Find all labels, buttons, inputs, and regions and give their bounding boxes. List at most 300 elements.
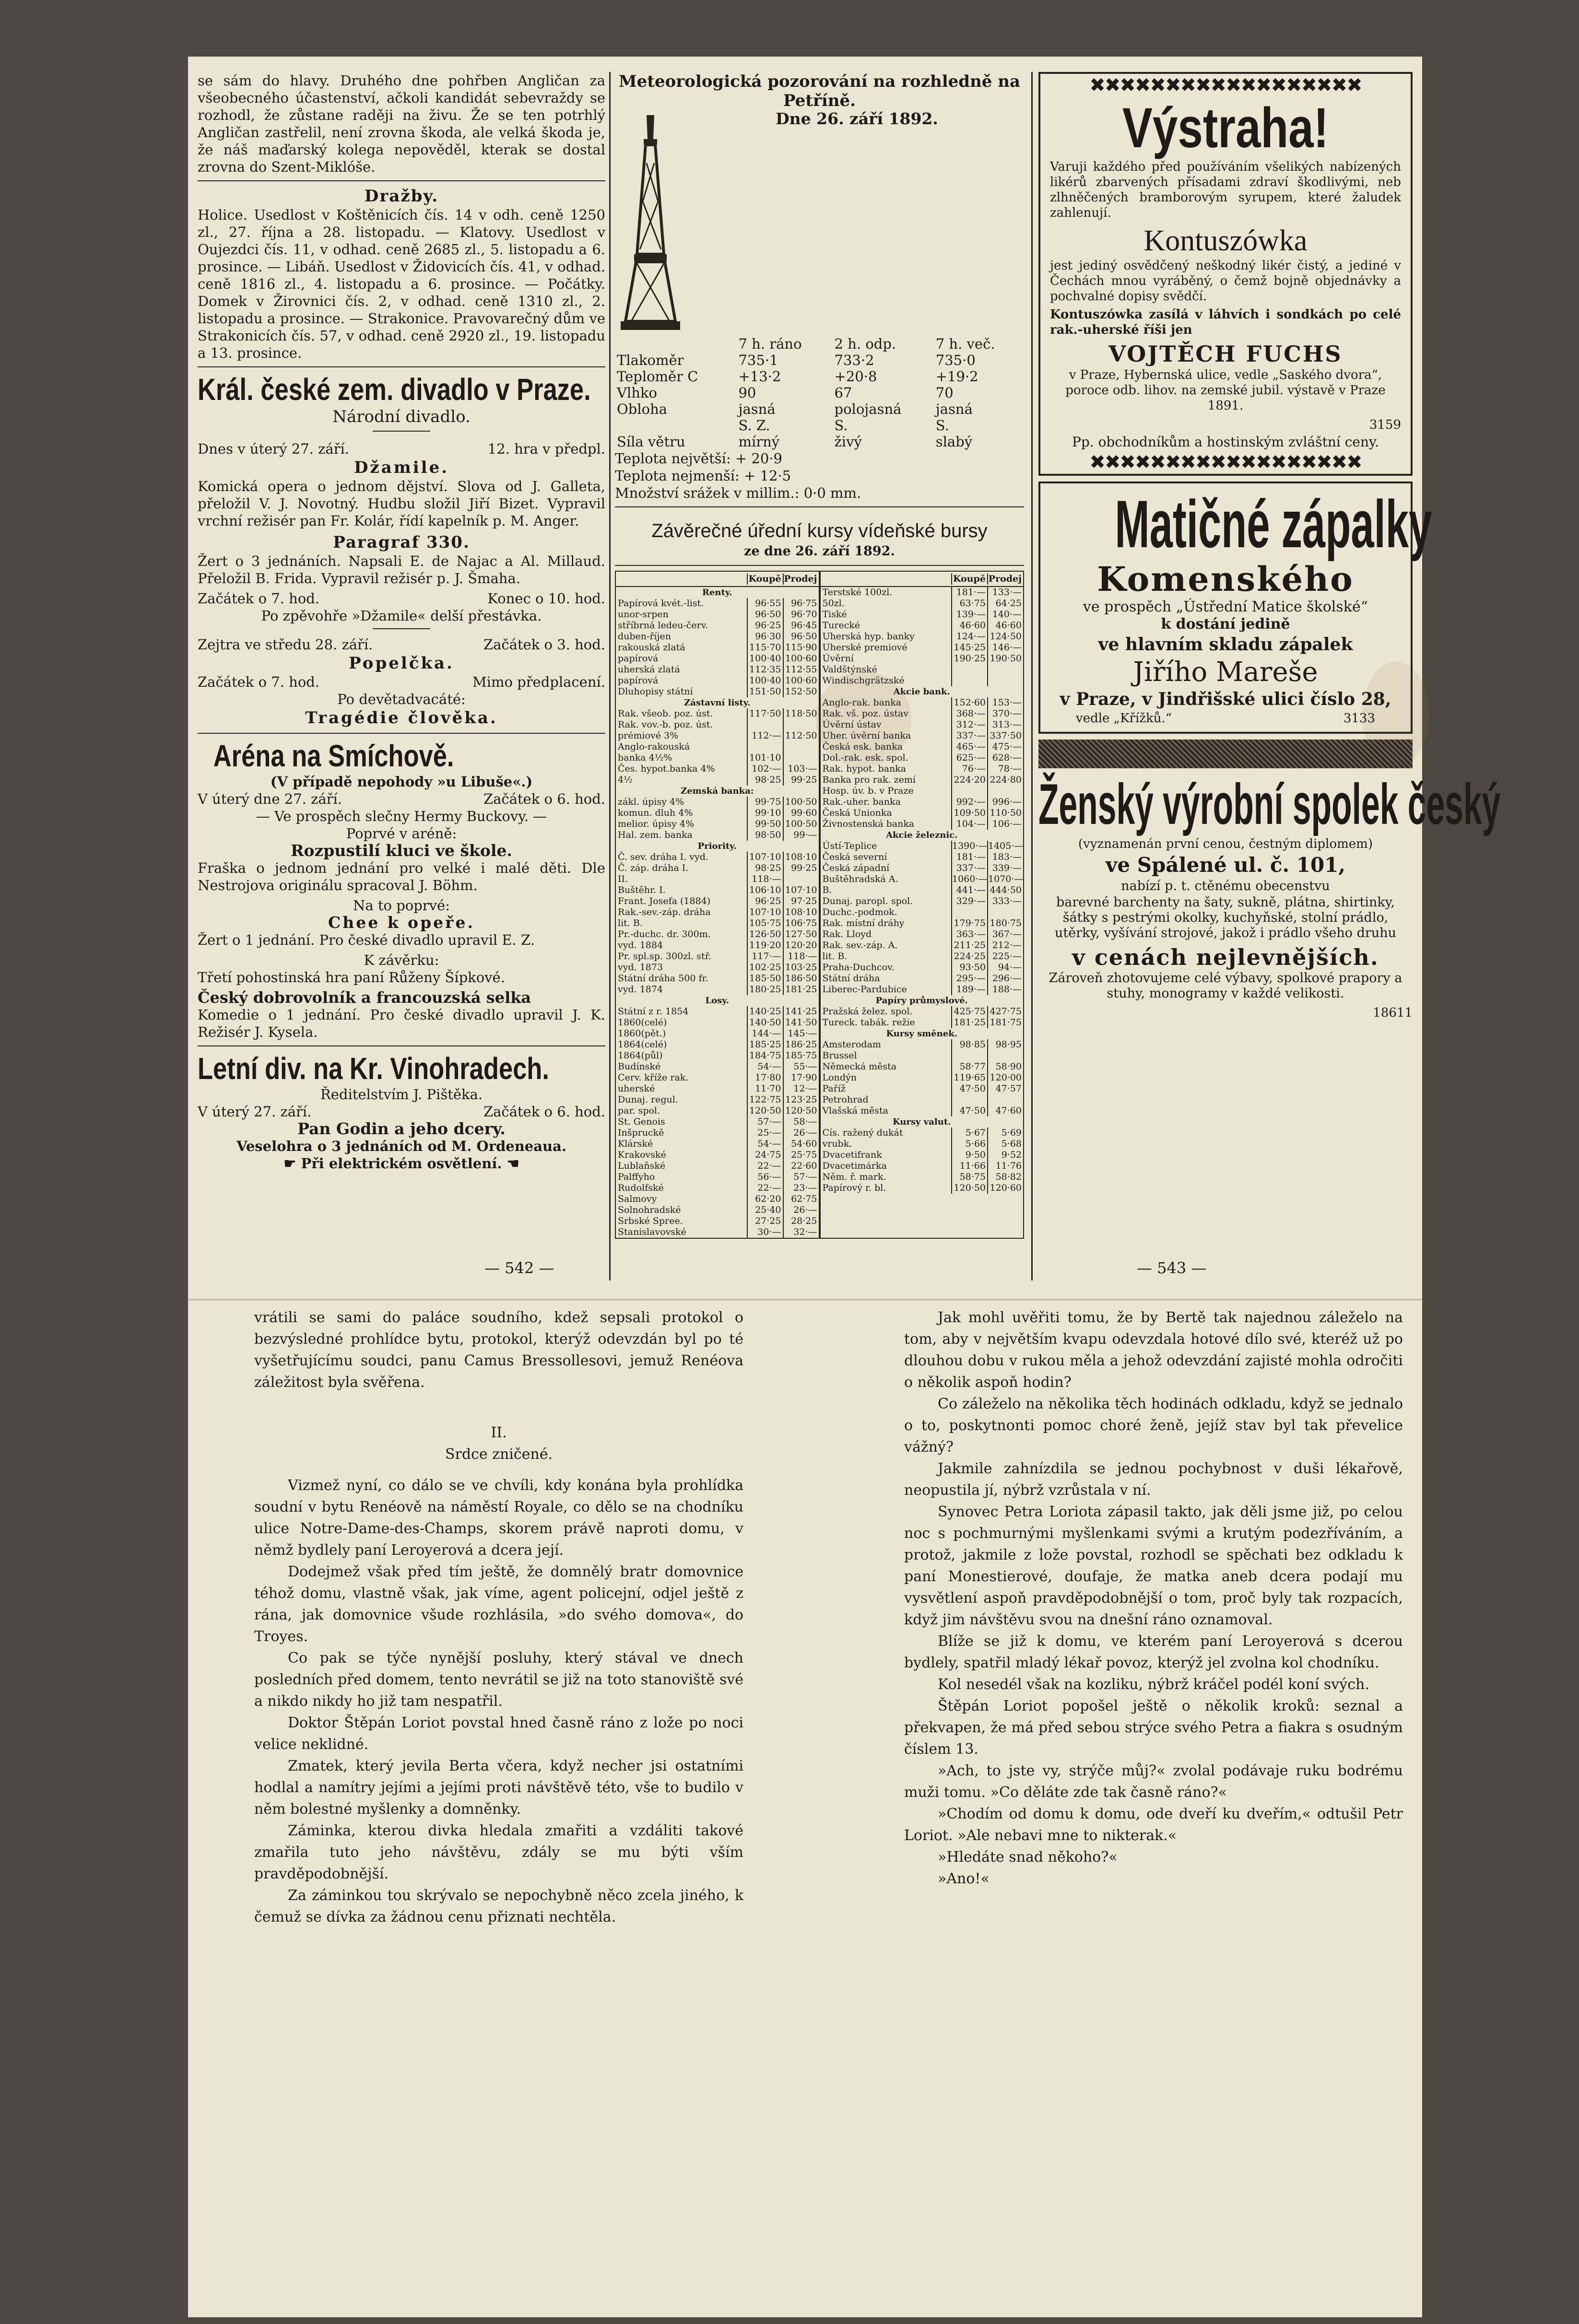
bursy-sell: 11·76 (987, 1161, 1023, 1172)
paragraph: Doktor Štěpán Loriot povstal hned časně ráno z lože po noci velice neklidné. (254, 1714, 743, 1753)
bursy-section-title: Kursy valut. (893, 1117, 951, 1127)
bursy-row (821, 1105, 1024, 1116)
bursy-row (616, 775, 819, 786)
theatre-subheading: Národní divadlo. (332, 407, 471, 426)
ad-number: 3159 (1369, 418, 1401, 432)
met-row (615, 401, 1024, 417)
bursy-buy: 337·— (951, 730, 987, 741)
bursy-row (616, 863, 819, 874)
bursy-row (616, 1183, 819, 1194)
bursy-row (821, 918, 1024, 929)
bursy-buy: 99·10 (747, 808, 783, 819)
bursy-sell (987, 1050, 1023, 1061)
bursy-security: St. Genois (618, 1116, 665, 1127)
bursy-security: Státní dráha (822, 973, 880, 984)
bursy-buy: 54·— (747, 1061, 783, 1072)
zensky-address: ve Spálené ul. č. 101, (1105, 853, 1346, 877)
bursy-sell: 98·95 (987, 1039, 1023, 1050)
met-value: slabý (935, 434, 973, 450)
bursy-sell: 55·— (783, 1061, 819, 1072)
ad-number: 18611 (1373, 1006, 1413, 1020)
bursy-buy: 107·10 (747, 907, 783, 918)
bursy-sell: 123·25 (783, 1094, 819, 1105)
bursy-buy: 47·50 (951, 1083, 987, 1094)
bursy-row (616, 907, 819, 918)
bursy-security: Salmovy (618, 1194, 657, 1204)
bursy-security: Anglo-rak. banka (822, 697, 902, 708)
bursy-security: Dvacetimárka (822, 1161, 887, 1171)
bursy-buy: 99·75 (747, 797, 783, 808)
bursy-row (616, 819, 819, 830)
bursy-row (616, 653, 819, 664)
bursy-row (616, 708, 819, 719)
met-value: mírný (738, 434, 780, 450)
bursy-sell (783, 874, 819, 885)
bursy-buy: 47·50 (951, 1105, 987, 1116)
bursy-sell (783, 752, 819, 763)
met-label: Teploměr C (617, 368, 698, 385)
bursy-buy: 98·25 (747, 863, 783, 874)
bursy-security: Brussel (822, 1050, 857, 1061)
bursy-section-title: Kursy směnek. (886, 1029, 958, 1039)
bursy-row (821, 863, 1024, 874)
bursy-buy: 140·25 (747, 1006, 783, 1017)
bursy-security: Pr.-duchc. dr. 300m. (618, 929, 711, 939)
bursy-buy: 100·40 (747, 675, 783, 686)
column-rule (609, 72, 611, 1280)
bursy-buy: 181·— (951, 852, 987, 863)
paragraph: Co záleželo na několika těch hodinách odkladu, když se jednalo o to, poskytnonti pomoc choré ženě, jejíž stav byl tak převelice vážný? (904, 1396, 1403, 1455)
bursy-buy: 224·20 (951, 775, 987, 786)
bursy-row (616, 620, 819, 631)
met-table (615, 336, 1024, 450)
bursy-sell: 94·— (987, 962, 1023, 973)
bursy-sell: 190·50 (987, 653, 1023, 664)
bursy-row (616, 686, 819, 697)
bursy-sell: 444·50 (987, 885, 1023, 896)
bursy-row (616, 808, 819, 819)
bursy-sell: 106·75 (783, 918, 819, 929)
bursy-row (616, 1072, 819, 1083)
start-time: Začátek o 7. hod. (198, 590, 320, 607)
bursy-security: Rak. místní dráhy (822, 918, 905, 928)
bursy-sell: 96·75 (783, 598, 819, 609)
bursy-sell: 367·— (987, 929, 1023, 940)
bursy-sell: 78·— (987, 763, 1023, 775)
bursy-buy: 25·— (747, 1127, 783, 1139)
bursy-security: Budínské (618, 1061, 661, 1072)
divider (615, 565, 1024, 566)
bursy-security: Papírová kvét.-list. (618, 598, 704, 609)
vystraha-ad (1038, 72, 1413, 476)
bursy-security: zákl. úpisy 4% (618, 797, 684, 807)
bursy-security: 1860(pět.) (618, 1028, 666, 1039)
bursy-security: Inšpruckě (618, 1127, 664, 1138)
bursy-row (616, 642, 819, 653)
divider (198, 733, 605, 734)
bursy-row (616, 1127, 819, 1139)
bursy-security: Rak. sev.-záp. A. (822, 940, 898, 951)
column-rule (1031, 72, 1033, 1280)
bursy-security: Praha-Duchcov. (822, 962, 895, 973)
zensky-heading: Ženský výrobní spolek český (1038, 772, 1501, 836)
met-label: Tlakoměr (617, 352, 684, 368)
bursy-security: Česká Unionka (822, 808, 892, 818)
bursy-security: Londýn (822, 1072, 857, 1083)
play-title: Pan Godin a jeho dcery. (297, 1119, 506, 1138)
bursy-row (821, 885, 1024, 896)
matice-sub: ve prospěch „Ústřední Matice školské“ (1083, 599, 1368, 615)
lower-left-text (254, 1307, 743, 2304)
bursy-row (616, 609, 819, 620)
bursy-buy: 98·50 (747, 830, 783, 841)
bursy-security: Dunaj. paropl. spol. (822, 896, 913, 906)
bursy-row (821, 1039, 1024, 1050)
bursy-row (821, 609, 1024, 620)
bursy-row (821, 940, 1024, 951)
bursy-sell: 185·75 (783, 1050, 819, 1061)
bursy-security: papírová (618, 675, 659, 686)
fuchs-address: v Praze, Hybernská ulice, vedle „Saského dvora“, poroce odb. lihov. na zemské jubil. výstavě v Praze 1891. (1065, 368, 1386, 413)
col-header-sell: Prodej (783, 574, 819, 585)
bursy-buy (951, 664, 987, 675)
bursy-row (821, 752, 1024, 763)
bursy-header (616, 572, 819, 587)
bursy-sell: 108·10 (783, 907, 819, 918)
bursy-section-title: Zemská banka: (681, 786, 754, 796)
bursy-row (821, 808, 1024, 819)
bursy-sell: 106·— (987, 819, 1023, 830)
met-col-header: 7 h. ráno (738, 336, 802, 352)
kontus-heading: Kontuszówka (1143, 224, 1308, 257)
bursy-buy: 185·50 (747, 973, 783, 984)
met-value: S. Z. (738, 417, 770, 434)
bursy-buy: 58·75 (951, 1172, 987, 1183)
bursy-security: Krakovské (618, 1150, 666, 1160)
bursy-row (821, 929, 1024, 940)
bursy-row (821, 741, 1024, 752)
bursy-sell: 153·— (987, 697, 1023, 708)
bursy-buy (951, 907, 987, 918)
bursy-sell: 47·57 (987, 1083, 1023, 1094)
bursy-buy: 30·— (747, 1227, 783, 1238)
bursy-buy: 124·— (951, 631, 987, 642)
bursy-buy: 368·— (951, 708, 987, 719)
bursy-sell: 100·60 (783, 675, 819, 686)
komenskeho-heading: Komenského (1097, 559, 1354, 599)
bursy-buy: 145·25 (951, 642, 987, 653)
bursy-sell: 120·50 (783, 1105, 819, 1116)
bursy-section-title: Papíry průmyslové. (875, 996, 968, 1006)
divider (198, 180, 605, 181)
bursy-security: Frant. Josefa (1884) (618, 896, 711, 906)
bursy-buy: 9·50 (951, 1150, 987, 1161)
auctions-text: Holice. Usedlost v Koštěnicích čís. 14 v odh. ceně 1250 zl., 27. října a 28. listopadu. — Klatovy. Usedlost v Oujezdci čís. 11, v odhad. ceně 2685 zl., 5. listopadu a 6. prosince. — Libáň. Usedlost v Židovicích čís. 41, v odhad. ceně 1816 zl., 4. listopadu a 6. prosince. — Počátky. Domek v Žirovnici čís. 2, v odhad. ceně 1310 zl., 2. listopadu a prosince. — Strakonice. Pravovarečný dům ve Strakonicích čís. 57, v odhad. ceně 2920 zl., 19. listopadu a 13. prosince. (198, 207, 605, 361)
bursy-security: Česká západní (822, 863, 890, 873)
play-desc: Žert o 3 jednáních. Napsali E. de Najac a Al. Millaud. Přeložil B. Frida. Vypravil režisér p. J. Šmaha. (198, 553, 605, 587)
bursy-sell: 100·50 (783, 819, 819, 830)
bursy-header (821, 572, 1024, 587)
bursy-sell: 120·20 (783, 940, 819, 951)
bursy-row (616, 1094, 819, 1105)
bursy-row (616, 896, 819, 907)
start-time: Začátek o 7. hod. (198, 674, 320, 690)
bursy-security: Palffyho (618, 1172, 655, 1182)
bursy-sell: 996·— (987, 797, 1023, 808)
bursy-row (616, 951, 819, 962)
met-value: živý (834, 434, 862, 450)
bursy-row (821, 907, 1024, 918)
electric-light-note (198, 1155, 605, 1172)
met-value: +13·2 (738, 368, 781, 385)
bursy-security: vyd. 1884 (618, 940, 663, 951)
bursy-sell: 127·50 (783, 929, 819, 940)
tomorrow-row (198, 636, 605, 653)
bursy-security: Tureck. tabák. režie (822, 1017, 915, 1028)
bursy-security: papírová (618, 653, 659, 664)
bursy-buy: 181·— (951, 587, 987, 598)
play-desc: Veselohra o 3 jednáních od M. Ordeneaua. (236, 1138, 566, 1154)
bursy-sell (987, 907, 1023, 918)
bursy-buy: 101·10 (747, 752, 783, 763)
met-row (615, 417, 1024, 434)
bursy-security: Paříž (822, 1083, 846, 1094)
bursy-right-half (820, 571, 1025, 1239)
performance-count: Po devětadvacáté: (337, 691, 466, 707)
bursy-security: Rak. vov.-b. poz. úst. (618, 719, 713, 730)
bursy-security: 1860(celé) (618, 1017, 667, 1028)
bursy-buy: 184·75 (747, 1050, 783, 1061)
play-title: Rozpustilí kluci ve škole. (291, 841, 512, 860)
bursy-buy: 107·10 (747, 852, 783, 863)
bursy-buy: 76·— (951, 763, 987, 775)
met-heading: Meteorologická pozorování na rozhledně na Petříně. (618, 72, 1021, 110)
bursy-row (616, 1227, 819, 1238)
bursy-sell: 296·— (987, 973, 1023, 984)
play-desc: Žert o 1 jednání. Pro české divadlo upravil E. Z. (198, 932, 535, 948)
page-number-left: — 542 — (484, 1259, 554, 1277)
bursy-security: Turecké (822, 620, 860, 631)
bursy-row (616, 1205, 819, 1216)
bursy-sell: 32·— (783, 1227, 819, 1238)
bursy-sell: 146·— (987, 642, 1023, 653)
bursy-heading: Závěrečné úřední kursy vídeňské bursy (651, 520, 988, 541)
paragraph: Vizmež nyní, co dálo se ve chvíli, kdy konána byla prohlídka soudní v bytu Renéově na náměstí Royale, co dělo se na chodníku ulice Notre-Dame-des-Champs, skorem právě naproti domu, v němž bydlely paní Leroyerová a dcera její. (254, 1477, 743, 1559)
met-label: Obloha (617, 401, 668, 417)
bursy-security: prémiové 3% (618, 730, 679, 741)
bursy-row (616, 1017, 819, 1028)
bursy-sell: 110·50 (987, 808, 1023, 819)
bursy-buy: 63·75 (951, 598, 987, 609)
zensky-footer: Zároveň zhotovujeme celé výbavy, spolkové prapory a stuhy, monogramy v každé velikosti. (1049, 971, 1402, 1001)
chapter-number: II. (491, 1424, 507, 1441)
bursy-sell: 118·— (783, 951, 819, 962)
paragraph: Dodejmež však před tím ještě, že domnělý bratr domovnice téhož domu, vlastně však, jak víme, agent policejní, odjel ještě z rána, jak domovnice všude rozhlásila, »do svého domova«, do Troyes. (254, 1563, 743, 1645)
bursy-row (821, 775, 1024, 786)
bursy-sell: 25·75 (783, 1150, 819, 1161)
bursy-buy: 211·25 (951, 940, 987, 951)
bursy-sell: 97·25 (783, 896, 819, 907)
hatched-separator (1038, 739, 1413, 768)
met-date: Dne 26. září 1892. (776, 109, 938, 128)
bursy-sell: 186·25 (783, 1039, 819, 1050)
subscription-note: 12. hra v předpl. (487, 441, 605, 457)
bursy-security: Úvěrní (822, 653, 854, 664)
non-subscription: Mimo předplacení. (472, 674, 605, 690)
bursy-sell (783, 719, 819, 730)
arena-first: Na to poprvé: (353, 897, 450, 914)
middle-column (615, 72, 1024, 1285)
bursy-sell: 99·25 (783, 863, 819, 874)
bursy-sell: 103·25 (783, 962, 819, 973)
bursy-date: ze dne 26. září 1892. (744, 544, 895, 559)
intro-text: se sám do hlavy. Druhého dne pohřben Angličan za všeobecného účastenství, ačkoli kandidát sebevraždy se rozhodl, že zůstane raději na živu. Že se ten potrhlý Angličan zastřelil, není zrovna škoda, ale velká škoda je, že náš maďarský kolega nepověděl, kterak se dostal zrovna do Szent-Miklóše. (198, 72, 605, 175)
bursy-sell: 99·60 (783, 808, 819, 819)
met-rain: Množství srážek v millim.: 0·0 mm. (615, 485, 861, 501)
met-value: 67 (834, 385, 852, 401)
kontus-text: jest jediný osvědčený neškodný likér čistý, a jediné v Čechách mnou vyráběný, o čemž bojně objednávky a pochvalné dopisy svědčí. (1050, 258, 1401, 304)
bursy-security: Uher. úvěrní banka (822, 730, 911, 741)
bursy-security: Srbské Spree. (618, 1216, 683, 1226)
bursy-security: Tiské (822, 609, 847, 620)
paragraph: Za záminkou tou skrývalo se nepochybně něco zcela jiného, k čemuž se dívka za žádnou cenu přiznati nechtěla. (254, 1887, 743, 1925)
zensky-prices: v cenách nejlevnějších. (1072, 944, 1379, 970)
bursy-buy: 181·25 (951, 1017, 987, 1028)
bursy-security: Německá města (822, 1061, 897, 1072)
bursy-buy: 112·35 (747, 664, 783, 675)
bursy-row (821, 797, 1024, 808)
bursy-security: Č. sev. dráha I. vyd. (618, 852, 708, 862)
bursy-security: Banka pro rak. zemí (822, 775, 916, 785)
bursy-row (616, 1050, 819, 1061)
bursy-sell: 333·— (987, 896, 1023, 907)
play-title: Tragédie člověka. (305, 708, 498, 728)
bursy-sell: 120·60 (987, 1183, 1023, 1194)
bursy-security: Ústí-Teplice (822, 841, 877, 851)
bursy-row (821, 1017, 1024, 1028)
zensky-ad (1038, 772, 1501, 1021)
bursy-security: Živnostenská banka (822, 819, 915, 829)
bursy-row (821, 675, 1024, 686)
bursy-sell: 58·82 (987, 1172, 1023, 1183)
bursy-security: Rak. vš. poz. ústav (822, 708, 909, 719)
bursy-row (616, 918, 819, 929)
met-value: 70 (935, 385, 954, 401)
play-desc: Komická opera o jednom dějství. Slova od J. Galleta, přeložil V. J. Novotný. Hudbu složil Jiří Bizet. Vypravil vrchní režisér pan Fr. Kolár, řídí kapelník p. M. Anger. (198, 478, 605, 529)
play-desc: Komedie o 1 jednání. Pro české divadlo upravil J. K. Režisér J. Kysela. (198, 1007, 605, 1040)
bursy-section-title: Priority. (697, 841, 737, 851)
bursy-sell: 180·75 (987, 918, 1023, 929)
bursy-sell: 141·50 (783, 1017, 819, 1028)
bursy-sell: 47·60 (987, 1105, 1023, 1116)
paragraph: vrátili se sami do paláce soudního, kdež sepsali protokol o bezvýsledné prohlídce bytu, protokol, kterýž odevzdán byl po té vyšetřujícímu soudci, panu Camus Bressollesovi, jemuž Renéova záležitost byla svěřena. (254, 1309, 743, 1391)
bursy-security: Dunaj. regul. (618, 1094, 678, 1105)
bursy-security: Státní dráha 500 fr. (618, 973, 708, 984)
bursy-row (821, 1050, 1024, 1061)
bursy-row (821, 841, 1024, 852)
bursy-security: vyd. 1874 (618, 984, 663, 995)
bursy-sell: 100·50 (783, 797, 819, 808)
cross-border-icon: ✖✖✖✖✖✖✖✖✖✖✖✖✖✖✖✖✖✖ (1089, 74, 1362, 96)
bursy-sell: 118·50 (783, 708, 819, 719)
met-value: 733·2 (834, 352, 874, 368)
bursy-buy: 46·60 (951, 620, 987, 631)
bursy-security: Rudolfské (618, 1183, 664, 1193)
bursy-sell: 475·— (987, 741, 1023, 752)
bursy-sell: 133·— (987, 587, 1023, 598)
bursy-buy: 425·75 (951, 1006, 987, 1017)
matice-ad (1038, 481, 1432, 734)
bursy-buy (951, 675, 987, 686)
bursy-security: uherská zlatá (618, 664, 680, 675)
paragraph: »Hledáte snad někoho?« (938, 1849, 1118, 1866)
arena-benefit: — Ve prospěch slečny Hermy Buckovy. — (256, 808, 547, 824)
bursy-security: Dluhopisy státní (618, 686, 693, 697)
bursy-buy: 5·66 (951, 1139, 987, 1150)
bursy-sell: 313·— (987, 719, 1023, 730)
bursy-sell: 64·25 (987, 598, 1023, 609)
bursy-sell: 46·60 (987, 620, 1023, 631)
bursy-buy: 185·25 (747, 1039, 783, 1050)
bursy-sell: 99·— (783, 830, 819, 841)
bursy-security: lit. B. (618, 918, 643, 928)
bursy-sell: 107·10 (783, 885, 819, 896)
bursy-security: Papírový r. bl. (822, 1183, 886, 1193)
bursy-security: rakouská zlatá (618, 642, 685, 653)
bursy-security: Duchc.-podmok. (822, 907, 897, 917)
bursy-security: unor-srpen (618, 609, 669, 620)
met-value: polojasná (834, 401, 902, 417)
play-title: Popelčka. (349, 654, 454, 673)
bursy-row (616, 1216, 819, 1227)
bursy-security: Uherská hyp. banky (822, 631, 915, 642)
play-title: Chee k opeře. (328, 913, 475, 932)
bursy-buy: 112·— (747, 730, 783, 741)
bursy-buy: 93·50 (951, 962, 987, 973)
bursy-buy: 22·— (747, 1183, 783, 1194)
bursy-row (821, 786, 1024, 797)
bursy-sell: 112·55 (783, 664, 819, 675)
bursy-section-title: Losy. (705, 996, 729, 1006)
paragraph: Jak mohl uvěřiti tomu, že by Bertě tak najednou záleželo na tom, aby v největším kvapu odevzdala hotové dílo své, kteréž už po dlouhou dobu v rukou měla a jehož odevzdání zajisté mohla odročiti o několik aspoň hodin? (904, 1309, 1403, 1391)
bursy-buy (951, 786, 987, 797)
bursy-row (821, 587, 1024, 598)
bursy-sell: 100·60 (783, 653, 819, 664)
bursy-sell (987, 1094, 1023, 1105)
met-value: +19·2 (935, 368, 978, 385)
met-row (615, 385, 1024, 401)
bursy-buy: 295·— (951, 973, 987, 984)
bursy-row (821, 1127, 1024, 1139)
bursy-sell: 5·69 (987, 1127, 1023, 1139)
col-header-sell: Prodej (987, 574, 1023, 585)
bursy-security: Něm. ř. mark. (822, 1172, 886, 1182)
bursy-row (821, 1072, 1024, 1083)
bursy-sell: 58·90 (987, 1061, 1023, 1072)
met-value: 735·0 (935, 352, 976, 368)
bursy-security: par. spol. (618, 1105, 660, 1116)
bursy-row (821, 1172, 1024, 1183)
matice-sub2: k dostání jedině (1161, 616, 1290, 633)
play-title: Džamile. (354, 458, 449, 477)
paragraph: Kol nesedél však na kozliku, nýbrž kráčel podél koní svých. (938, 1676, 1369, 1693)
paragraph: »Chodím od domu k domu, ode dveří ku dveřím,« odtušil Petr Loriot. »Ale nebavi mne to nikterak.« (904, 1806, 1403, 1844)
zensky-text: barevné barchenty na šaty, sukně, plátna, shirtinky, šátky s pestrými okolky, kuchyňské, stolní prádlo, utěrky, vyšívání strojové, jakož i prádlo všeho druhu (1055, 895, 1396, 940)
chapter-title: Srdce zničené. (445, 1446, 553, 1463)
paragraph: Synovec Petra Loriota zápasil takto, jak děli jsme již, po celou noc s pochmurnými myšlenkami svými a krutým podezříváním, a protož, jakmile z lože povstal, rozhodl se spěchati bez odkladu k paní Monestierové, doufaje, že matka aneb dcera podají mu vysvětlení aspoň pravděpodobnější o tom, proč byly tak rozpacích, když jim návštěvu svou na dnešní ráno oznamoval. (904, 1503, 1403, 1628)
bursy-row (616, 1061, 819, 1072)
matice-heading: Matičné zápalky (1115, 486, 1432, 562)
